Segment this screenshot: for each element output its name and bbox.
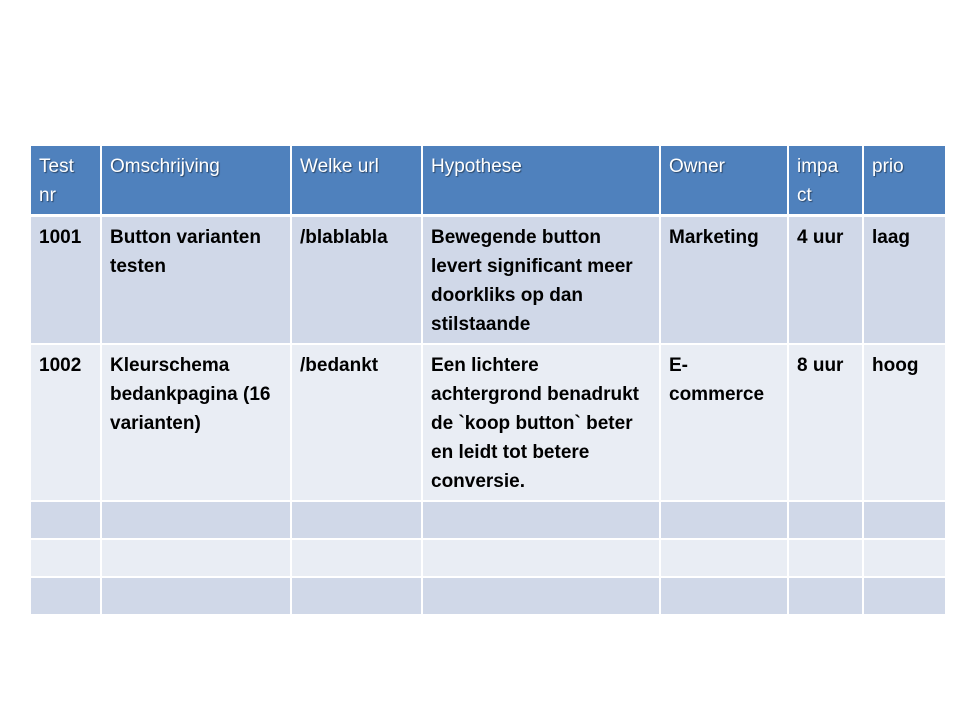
cell-owner: E-commerce (660, 344, 788, 501)
empty-cell (291, 539, 422, 577)
empty-cell (31, 577, 101, 615)
cell-omschrijving: Button varianten testen (101, 216, 291, 345)
empty-cell (422, 539, 660, 577)
cell-owner: Marketing (660, 216, 788, 345)
empty-cell (863, 577, 945, 615)
test-plan-table (31, 146, 945, 616)
table-row-empty (31, 539, 945, 577)
empty-cell (660, 539, 788, 577)
header-prio: prio (863, 146, 945, 216)
empty-cell (422, 501, 660, 539)
empty-cell (660, 501, 788, 539)
cell-impact: 4 uur (788, 216, 863, 345)
table-row-empty (31, 577, 945, 615)
cell-test-nr: 1001 (31, 216, 101, 345)
cell-hypothese: Een lichtere achtergrond benadrukt de `koop button` beter en leidt tot betere conversie. (422, 344, 660, 501)
empty-cell (788, 539, 863, 577)
cell-prio: laag (863, 216, 945, 345)
empty-cell (291, 501, 422, 539)
empty-cell (291, 577, 422, 615)
empty-cell (101, 539, 291, 577)
empty-cell (31, 501, 101, 539)
header-test-nr: Test nr (31, 146, 101, 216)
cell-hypothese: Bewegende button levert significant meer doorkliks op dan stilstaande (422, 216, 660, 345)
table-header-row (31, 146, 945, 216)
cell-welke-url: /blablabla (291, 216, 422, 345)
cell-impact: 8 uur (788, 344, 863, 501)
empty-cell (660, 577, 788, 615)
table-row (31, 216, 945, 345)
empty-cell (863, 501, 945, 539)
header-welke-url: Welke url (291, 146, 422, 216)
header-hypothese: Hypothese (422, 146, 660, 216)
empty-cell (863, 539, 945, 577)
cell-prio: hoog (863, 344, 945, 501)
header-omschrijving: Omschrijving (101, 146, 291, 216)
empty-cell (422, 577, 660, 615)
header-impact: impa ct (788, 146, 863, 216)
header-owner: Owner (660, 146, 788, 216)
empty-cell (788, 501, 863, 539)
table-row (31, 344, 945, 501)
empty-cell (101, 577, 291, 615)
cell-welke-url: /bedankt (291, 344, 422, 501)
empty-cell (788, 577, 863, 615)
cell-test-nr: 1002 (31, 344, 101, 501)
empty-cell (31, 539, 101, 577)
cell-omschrijving: Kleurschema bedankpagina (16 varianten) (101, 344, 291, 501)
table-row-empty (31, 501, 945, 539)
empty-cell (101, 501, 291, 539)
